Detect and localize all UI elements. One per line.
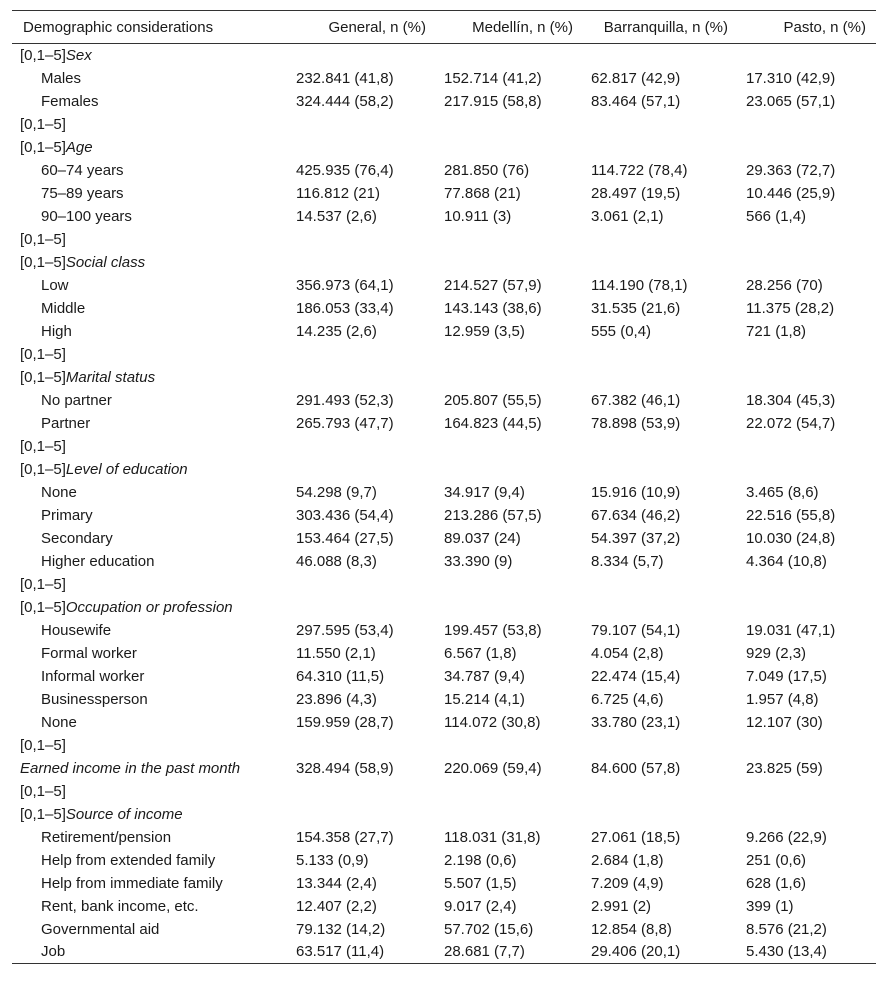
cell-barranquilla: 2.684 (1,8): [591, 851, 664, 869]
section-row: [12, 44, 876, 67]
empty-cell: [583, 136, 738, 159]
cell-barranquilla: 6.725 (4,6): [591, 690, 664, 708]
spacer-marker: [0,1–5]: [20, 782, 66, 800]
empty-cell: [288, 573, 436, 596]
empty-cell: [436, 228, 583, 251]
cell-medellin: 164.823 (44,5): [444, 414, 542, 432]
cell-pasto: 29.363 (72,7): [746, 161, 836, 179]
section-row: [12, 458, 876, 481]
empty-cell: [583, 803, 738, 826]
empty-cell: [738, 596, 876, 619]
row-label: Low: [41, 276, 69, 294]
cell-pasto: 23.065 (57,1): [746, 92, 836, 110]
table-row: [12, 182, 876, 205]
empty-cell: [738, 803, 876, 826]
spacer-marker: [0,1–5]: [20, 345, 66, 363]
table-row: [12, 849, 876, 872]
spacer-row: [12, 113, 876, 136]
empty-cell: [583, 458, 738, 481]
cell-pasto: 5.430 (13,4): [738, 941, 876, 964]
empty-cell: [436, 596, 583, 619]
cell-general: 11.550 (2,1): [296, 644, 376, 662]
cell-pasto: 22.072 (54,7): [746, 414, 836, 432]
cell-general: 186.053 (33,4): [296, 299, 394, 317]
table-row: [12, 274, 876, 297]
header-demographic-considerations: Demographic considerations: [12, 11, 288, 44]
empty-cell: [738, 780, 876, 803]
cell-general: 14.235 (2,6): [296, 322, 377, 340]
table-row: [12, 941, 876, 964]
demographics-table: [12, 10, 876, 964]
cell-medellin: 6.567 (1,8): [444, 644, 517, 662]
spacer-row: [12, 343, 876, 366]
spacer-marker: [0,1–5]: [20, 575, 66, 593]
header-barranquilla: Barranquilla, n (%): [583, 11, 738, 44]
row-label: Informal worker: [41, 667, 145, 685]
cell-barranquilla: 62.817 (42,9): [591, 69, 681, 87]
row-label: Businessperson: [41, 690, 148, 708]
row-label: Males: [41, 69, 82, 87]
section-header: [12, 596, 288, 619]
spacer-marker: [0,1–5]: [20, 437, 66, 455]
empty-cell: [436, 573, 583, 596]
table-row: [12, 297, 876, 320]
cell-general: 54.298 (9,7): [296, 483, 377, 501]
section-header: [12, 803, 288, 826]
section-header: [12, 458, 288, 481]
section-label: Occupation or profession: [65, 598, 233, 616]
empty-cell: [288, 803, 436, 826]
cell-pasto: 721 (1,8): [746, 322, 807, 340]
empty-cell: [583, 44, 738, 67]
header-medellin: Medellín, n (%): [436, 11, 583, 44]
cell-general: 79.132 (14,2): [296, 920, 386, 938]
row-label: 90–100 years: [41, 207, 132, 225]
cell-general: 291.493 (52,3): [296, 391, 394, 409]
table-row: [12, 757, 876, 780]
empty-cell: [436, 780, 583, 803]
table-row: [12, 642, 876, 665]
cell-general: 356.973 (64,1): [296, 276, 394, 294]
row-label: None: [41, 713, 77, 731]
empty-cell: [288, 113, 436, 136]
empty-cell: [288, 458, 436, 481]
cell-medellin: 10.911 (3): [444, 207, 512, 225]
spacer-marker: [0,1–5]: [20, 736, 66, 754]
cell-pasto: 28.256 (70): [746, 276, 823, 294]
empty-cell: [436, 136, 583, 159]
cell-barranquilla: 114.722 (78,4): [591, 161, 688, 179]
row-label: Secondary: [41, 529, 113, 547]
table-body: [12, 44, 876, 964]
header-row: [12, 11, 876, 44]
empty-cell: [288, 343, 436, 366]
empty-cell: [288, 734, 436, 757]
empty-cell: [583, 734, 738, 757]
cell-general: 159.959 (28,7): [296, 713, 394, 731]
cell-pasto: 1.957 (4,8): [746, 690, 819, 708]
cell-barranquilla: 83.464 (57,1): [591, 92, 681, 110]
row-label: 60–74 years: [41, 161, 124, 179]
empty-cell: [738, 251, 876, 274]
table-row: [12, 550, 876, 573]
section-label: Age: [65, 138, 93, 156]
cell-barranquilla: 28.497 (19,5): [591, 184, 681, 202]
cell-pasto: 4.364 (10,8): [746, 552, 827, 570]
empty-cell: [583, 113, 738, 136]
cell-medellin: 5.507 (1,5): [444, 874, 517, 892]
empty-cell: [738, 458, 876, 481]
cell-barranquilla: 29.406 (20,1): [583, 941, 738, 964]
empty-cell: [288, 228, 436, 251]
cell-pasto: 566 (1,4): [746, 207, 807, 225]
cell-general: 5.133 (0,9): [296, 851, 369, 869]
section-row: [12, 596, 876, 619]
section-label: Social class: [65, 253, 146, 271]
cell-medellin: 217.915 (58,8): [444, 92, 542, 110]
empty-cell: [583, 251, 738, 274]
table-row: [12, 205, 876, 228]
empty-cell: [436, 44, 583, 67]
cell-pasto: 929 (2,3): [746, 644, 807, 662]
cell-medellin: 57.702 (15,6): [444, 920, 534, 938]
section-row: [12, 366, 876, 389]
empty-cell: [738, 343, 876, 366]
cell-barranquilla: 555 (0,4): [591, 322, 652, 340]
cell-medellin: 143.143 (38,6): [444, 299, 542, 317]
cell-medellin: 89.037 (24): [444, 529, 521, 547]
section-prefix: [0,1–5]: [20, 805, 66, 823]
empty-cell: [738, 113, 876, 136]
empty-cell: [436, 113, 583, 136]
empty-cell: [288, 435, 436, 458]
table-row: [12, 895, 876, 918]
section-label: Source of income: [65, 805, 183, 823]
cell-barranquilla: 8.334 (5,7): [591, 552, 664, 570]
empty-cell: [738, 228, 876, 251]
cell-barranquilla: 84.600 (57,8): [591, 759, 681, 777]
section-prefix: [0,1–5]: [20, 46, 66, 64]
cell-medellin: 9.017 (2,4): [444, 897, 517, 915]
table-row: [12, 688, 876, 711]
cell-medellin: 34.917 (9,4): [444, 483, 525, 501]
empty-cell: [436, 251, 583, 274]
cell-medellin: 2.198 (0,6): [444, 851, 517, 869]
cell-barranquilla: 114.190 (78,1): [591, 276, 688, 294]
cell-general: 13.344 (2,4): [296, 874, 377, 892]
cell-barranquilla: 33.780 (23,1): [591, 713, 681, 731]
cell-medellin: 118.031 (31,8): [444, 828, 541, 846]
demographics-table-container: [12, 10, 876, 964]
cell-general: 63.517 (11,4): [288, 941, 436, 964]
table-row: [12, 826, 876, 849]
cell-general: 265.793 (47,7): [296, 414, 394, 432]
table-row: [12, 872, 876, 895]
empty-cell: [583, 228, 738, 251]
section-row: [12, 251, 876, 274]
cell-pasto: 22.516 (55,8): [746, 506, 836, 524]
row-label: Higher education: [41, 552, 155, 570]
cell-general: 303.436 (54,4): [296, 506, 394, 524]
section-header: [12, 44, 288, 67]
cell-general: 297.595 (53,4): [296, 621, 394, 639]
row-label: Housewife: [41, 621, 112, 639]
section-label: Marital status: [65, 368, 156, 386]
cell-pasto: 17.310 (42,9): [746, 69, 836, 87]
empty-cell: [738, 734, 876, 757]
cell-general: 46.088 (8,3): [296, 552, 377, 570]
cell-medellin: 28.681 (7,7): [436, 941, 583, 964]
section-prefix: [0,1–5]: [20, 368, 66, 386]
cell-pasto: 18.304 (45,3): [746, 391, 836, 409]
cell-pasto: 628 (1,6): [746, 874, 807, 892]
cell-general: 12.407 (2,2): [296, 897, 377, 915]
cell-pasto: 11.375 (28,2): [746, 299, 835, 317]
table-row: [12, 918, 876, 941]
cell-medellin: 15.214 (4,1): [444, 690, 525, 708]
empty-cell: [738, 44, 876, 67]
empty-cell: [436, 734, 583, 757]
empty-cell: [288, 251, 436, 274]
cell-barranquilla: 31.535 (21,6): [591, 299, 681, 317]
cell-barranquilla: 27.061 (18,5): [591, 828, 681, 846]
empty-cell: [288, 136, 436, 159]
row-label-italic: Earned income in the past month: [20, 759, 241, 777]
section-prefix: [0,1–5]: [20, 460, 66, 478]
spacer-row: [12, 780, 876, 803]
section-label: Sex: [65, 46, 92, 64]
cell-general: 154.358 (27,7): [296, 828, 394, 846]
cell-pasto: 7.049 (17,5): [746, 667, 827, 685]
table-row: [12, 504, 876, 527]
empty-cell: [288, 44, 436, 67]
cell-pasto: 19.031 (47,1): [746, 621, 836, 639]
spacer-marker: [0,1–5]: [20, 230, 66, 248]
cell-medellin: 114.072 (30,8): [444, 713, 541, 731]
row-label: 75–89 years: [41, 184, 124, 202]
row-label: Females: [41, 92, 99, 110]
cell-medellin: 213.286 (57,5): [444, 506, 542, 524]
cell-pasto: 3.465 (8,6): [746, 483, 819, 501]
cell-general: 14.537 (2,6): [296, 207, 377, 225]
empty-cell: [288, 596, 436, 619]
table-row: [12, 159, 876, 182]
empty-cell: [436, 435, 583, 458]
row-label: Primary: [41, 506, 93, 524]
section-header: [12, 251, 288, 274]
cell-pasto: 10.030 (24,8): [746, 529, 836, 547]
cell-medellin: 281.850 (76): [444, 161, 530, 179]
cell-medellin: 220.069 (59,4): [444, 759, 542, 777]
cell-barranquilla: 15.916 (10,9): [591, 483, 681, 501]
row-label: Partner: [41, 414, 91, 432]
empty-cell: [583, 343, 738, 366]
table-header: [12, 11, 876, 44]
empty-cell: [738, 573, 876, 596]
cell-medellin: 205.807 (55,5): [444, 391, 542, 409]
cell-medellin: 199.457 (53,8): [444, 621, 542, 639]
table-row: [12, 527, 876, 550]
cell-barranquilla: 22.474 (15,4): [591, 667, 681, 685]
cell-pasto: 23.825 (59): [746, 759, 823, 777]
cell-general: 64.310 (11,5): [296, 667, 385, 685]
cell-barranquilla: 12.854 (8,8): [591, 920, 672, 938]
row-label: High: [41, 322, 72, 340]
cell-medellin: 152.714 (41,2): [444, 69, 542, 87]
row-label: Job: [12, 941, 288, 964]
section-header: [12, 366, 288, 389]
section-header: [12, 136, 288, 159]
cell-pasto: 9.266 (22,9): [746, 828, 827, 846]
row-label: No partner: [41, 391, 112, 409]
empty-cell: [583, 435, 738, 458]
table-row: [12, 389, 876, 412]
section-row: [12, 803, 876, 826]
empty-cell: [583, 366, 738, 389]
cell-pasto: 10.446 (25,9): [746, 184, 836, 202]
table-row: [12, 90, 876, 113]
section-prefix: [0,1–5]: [20, 253, 66, 271]
spacer-row: [12, 573, 876, 596]
empty-cell: [436, 343, 583, 366]
section-prefix: [0,1–5]: [20, 138, 66, 156]
empty-cell: [288, 366, 436, 389]
cell-general: 116.812 (21): [296, 184, 380, 202]
cell-barranquilla: 78.898 (53,9): [591, 414, 681, 432]
cell-barranquilla: 79.107 (54,1): [591, 621, 681, 639]
cell-pasto: 251 (0,6): [746, 851, 807, 869]
cell-pasto: 399 (1): [746, 897, 794, 915]
spacer-row: [12, 734, 876, 757]
spacer-row: [12, 228, 876, 251]
table-row: [12, 481, 876, 504]
empty-cell: [738, 366, 876, 389]
cell-barranquilla: 67.382 (46,1): [591, 391, 681, 409]
row-label: Middle: [41, 299, 86, 317]
row-label: Help from extended family: [41, 851, 216, 869]
cell-barranquilla: 67.634 (46,2): [591, 506, 681, 524]
empty-cell: [583, 780, 738, 803]
cell-barranquilla: 54.397 (37,2): [591, 529, 681, 547]
cell-medellin: 12.959 (3,5): [444, 322, 525, 340]
empty-cell: [436, 458, 583, 481]
cell-general: 425.935 (76,4): [296, 161, 394, 179]
cell-pasto: 12.107 (30): [746, 713, 823, 731]
row-label: Rent, bank income, etc.: [41, 897, 199, 915]
cell-general: 153.464 (27,5): [296, 529, 394, 547]
cell-medellin: 34.787 (9,4): [444, 667, 525, 685]
cell-barranquilla: 4.054 (2,8): [591, 644, 664, 662]
row-label: Formal worker: [41, 644, 137, 662]
empty-cell: [583, 596, 738, 619]
empty-cell: [288, 780, 436, 803]
cell-medellin: 77.868 (21): [444, 184, 521, 202]
cell-barranquilla: 7.209 (4,9): [591, 874, 664, 892]
cell-medellin: 214.527 (57,9): [444, 276, 542, 294]
table-row: [12, 619, 876, 642]
table-row: [12, 67, 876, 90]
empty-cell: [436, 366, 583, 389]
cell-general: 232.841 (41,8): [296, 69, 394, 87]
section-label: Level of education: [65, 460, 188, 478]
row-label: None: [41, 483, 77, 501]
section-prefix: [0,1–5]: [20, 598, 66, 616]
cell-pasto: 8.576 (21,2): [746, 920, 827, 938]
empty-cell: [583, 573, 738, 596]
row-label: Governmental aid: [41, 920, 160, 938]
row-label: Help from immediate family: [41, 874, 223, 892]
cell-general: 324.444 (58,2): [296, 92, 394, 110]
empty-cell: [738, 435, 876, 458]
spacer-marker: [0,1–5]: [20, 115, 66, 133]
cell-medellin: 33.390 (9): [444, 552, 513, 570]
table-row: [12, 665, 876, 688]
section-row: [12, 136, 876, 159]
header-general: General, n (%): [288, 11, 436, 44]
cell-general: 23.896 (4,3): [296, 690, 377, 708]
spacer-row: [12, 435, 876, 458]
empty-cell: [436, 803, 583, 826]
cell-barranquilla: 2.991 (2): [591, 897, 652, 915]
header-pasto: Pasto, n (%): [738, 11, 876, 44]
row-label: Retirement/pension: [41, 828, 172, 846]
cell-general: 328.494 (58,9): [296, 759, 394, 777]
empty-cell: [738, 136, 876, 159]
table-row: [12, 412, 876, 435]
table-row: [12, 711, 876, 734]
cell-barranquilla: 3.061 (2,1): [591, 207, 664, 225]
table-row: [12, 320, 876, 343]
